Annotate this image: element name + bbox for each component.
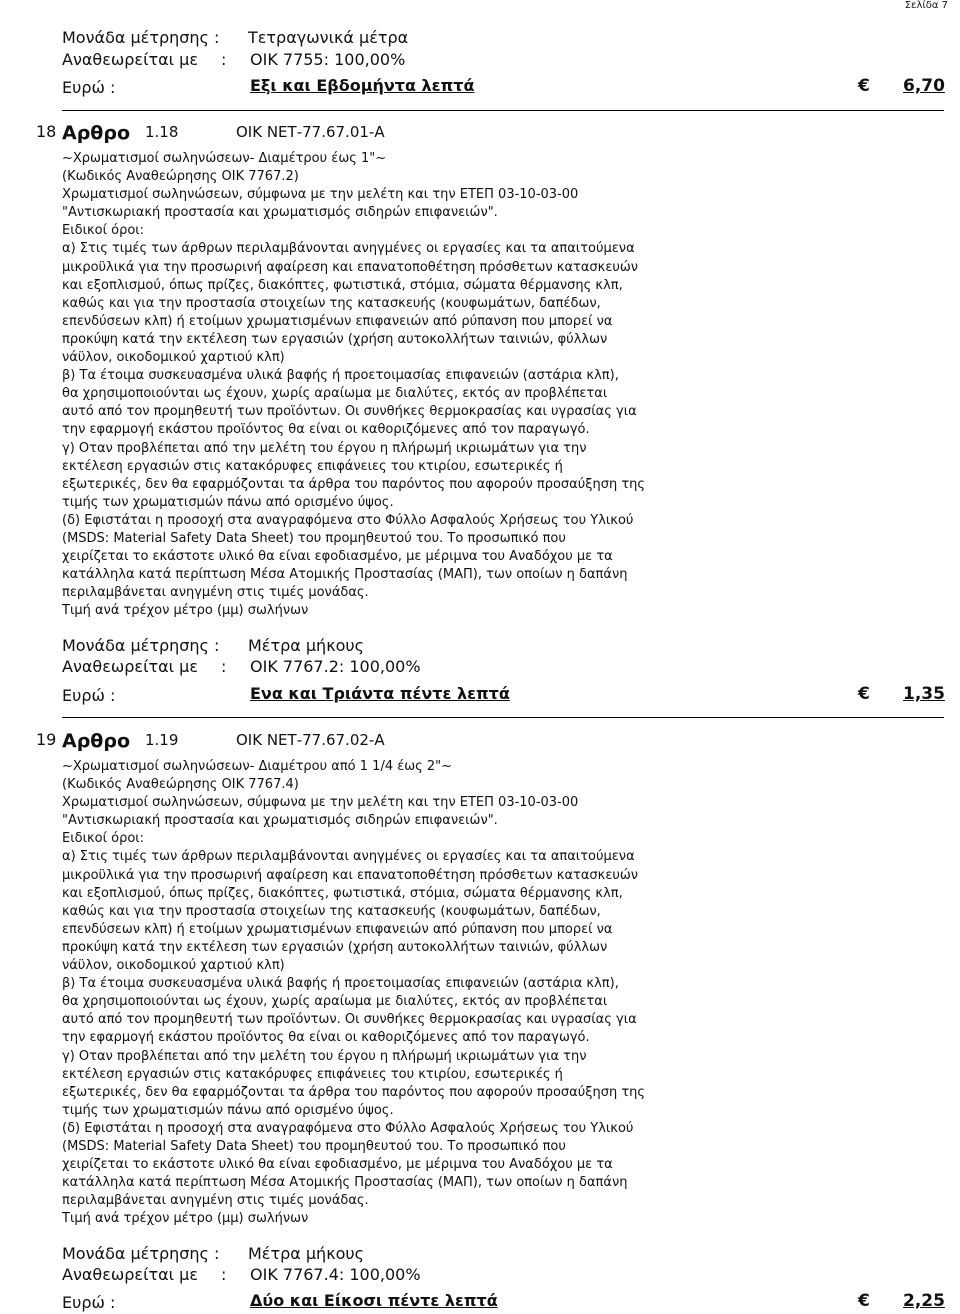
description-line: γ) Οταν προβλέπεται από την μελέτη του έργου η πλήρωμή ικριωμάτων για την — [62, 440, 587, 456]
article-sub-number: 1.18 — [145, 123, 179, 141]
article-number: 19 — [36, 730, 57, 749]
unit-value: Τετραγωνικά μέτρα — [248, 28, 409, 47]
description-line: αυτό από τον προμηθευτή των προϊόντων. Οι συνθήκες θερμοκρασίας και υγρασίας για — [62, 1012, 637, 1028]
unit-label: Μονάδα μέτρησης : — [62, 636, 220, 655]
description-line: μικροϋλικά για την προσωρινή αφαίρεση και επανατοποθέτηση πρόσθετων κατασκευών — [62, 259, 639, 275]
description-line: χειρίζεται το εκάστοτε υλικό θα είναι εφοδιασμένο, με μέριμνα του Αναδόχου με τα — [62, 1157, 613, 1173]
description-line: εκτέλεση εργασιών στις κατακόρυφες επιφάνειες του κτιρίου, εσωτερικές ή — [62, 458, 563, 474]
description-line: α) Στις τιμές των άρθρων περιλαμβάνονται ανηγμένες οι εργασίες και τα απαιτούμενα — [62, 241, 635, 257]
revised-colon: : — [221, 1265, 227, 1284]
euro-icon: € — [858, 1291, 870, 1311]
description-line: τιμής των χρωματισμών πάνω από ορισμένο ύψος. — [62, 1102, 394, 1118]
description-line: την εφαρμογή εκάστου προϊόντος θα είναι οι καθοριζόμενες από τον παραγωγό. — [62, 422, 590, 438]
revised-value: ΟΙΚ 7767.4: 100,00% — [250, 1265, 421, 1284]
article-code: ΟΙΚ ΝΕΤ-77.67.01-Α — [236, 123, 385, 141]
description-line: νάϋλον, οικοδομικού χαρτιού κλπ) — [62, 350, 285, 366]
article-number: 18 — [36, 122, 57, 141]
article-heading: Αρθρο — [62, 122, 131, 144]
description-line: Τιμή ανά τρέχον μέτρο (μμ) σωλήνων — [62, 603, 309, 619]
description-line: και εξοπλισμού, όπως πρίζες, διακόπτες, φωτιστικά, στόμια, σώματα θέρμανσης κλπ, — [62, 885, 623, 901]
unit-value: Μέτρα μήκους — [248, 636, 365, 655]
description-line: Τιμή ανά τρέχον μέτρο (μμ) σωλήνων — [62, 1211, 309, 1227]
price-in-words: Δύο και Είκοσι πέντε λεπτά — [250, 1291, 498, 1310]
description-line: (MSDS: Material Safety Data Sheet) του προμηθευτού του. Το προσωπικό που — [62, 530, 566, 546]
description-line: Χρωματισμοί σωληνώσεων, σύμφωνα με την μελέτη και την ΕΤΕΠ 03-10-03-00 — [62, 187, 579, 203]
description-line: μικροϋλικά για την προσωρινή αφαίρεση και επανατοποθέτηση πρόσθετων κατασκευών — [62, 867, 639, 883]
description-line: γ) Οταν προβλέπεται από την μελέτη του έργου η πλήρωμή ικριωμάτων για την — [62, 1048, 587, 1064]
revised-label: Αναθεωρείται με — [62, 657, 198, 676]
unit-label: Μονάδα μέτρησης : — [62, 28, 220, 47]
description-line: καθώς και για την προστασία στοιχείων της κατασκευής (κουφωμάτων, δαπέδων, — [62, 903, 601, 919]
description-line: προκύψη κατά την εκτέλεση των εργασιών (χρήση αυτοκολλήτων ταινιών, φύλλων — [62, 331, 608, 347]
description-line: καθώς και για την προστασία στοιχείων της κατασκευής (κουφωμάτων, δαπέδων, — [62, 295, 601, 311]
description-line: (Κωδικός Αναθεώρησης ΟΙΚ 7767.4) — [62, 777, 299, 793]
euro-icon: € — [858, 684, 870, 704]
description-line: (MSDS: Material Safety Data Sheet) του προμηθευτού του. Το προσωπικό που — [62, 1138, 566, 1154]
description-line: κατάλληλα κατά περίπτωση Μέσα Ατομικής Προστασίας (ΜΑΠ), των οποίων η δαπάνη — [62, 567, 628, 583]
price-label: Ευρώ : — [62, 78, 116, 97]
price-label: Ευρώ : — [62, 686, 116, 705]
description-line: α) Στις τιμές των άρθρων περιλαμβάνονται ανηγμένες οι εργασίες και τα απαιτούμενα — [62, 849, 635, 865]
revised-label: Αναθεωρείται με — [62, 1265, 198, 1284]
description-line: "Αντισκωριακή προστασία και χρωματισμός σιδηρών επιφανειών". — [62, 813, 498, 829]
revised-label: Αναθεωρείται με — [62, 50, 198, 69]
description-line: "Αντισκωριακή προστασία και χρωματισμός σιδηρών επιφανειών". — [62, 205, 498, 221]
revised-value: ΟΙΚ 7767.2: 100,00% — [250, 657, 421, 676]
description-line: επενδύσεων κλπ) ή ετοίμων χρωματισμένων επιφανειών από ρύπανση που μπορεί να — [62, 313, 613, 329]
description-line: ~Χρωματισμοί σωληνώσεων- Διαμέτρου έως 1"~ — [62, 151, 387, 166]
description-line: εκτέλεση εργασιών στις κατακόρυφες επιφάνειες του κτιρίου, εσωτερικές ή — [62, 1066, 563, 1082]
revised-colon: : — [221, 50, 227, 69]
description-line: (Κωδικός Αναθεώρησης ΟΙΚ 7767.2) — [62, 169, 299, 185]
price-label: Ευρώ : — [62, 1293, 116, 1312]
description-line: τιμής των χρωματισμών πάνω από ορισμένο ύψος. — [62, 494, 394, 510]
article-description — [62, 150, 942, 620]
description-line: θα χρησιμοποιούνται ως έχουν, χωρίς αραίωμα με διαλύτες, εκτός αν προβλέπεται — [62, 994, 608, 1010]
description-line: κατάλληλα κατά περίπτωση Μέσα Ατομικής Προστασίας (ΜΑΠ), των οποίων η δαπάνη — [62, 1175, 628, 1191]
description-line: β) Τα έτοιμα συσκευασμένα υλικά βαφής ή προετοιμασίας επιφανειών (αστάρια κλπ), — [62, 976, 619, 992]
revised-colon: : — [221, 657, 227, 676]
separator-line — [62, 110, 944, 111]
description-line: β) Τα έτοιμα συσκευασμένα υλικά βαφής ή προετοιμασίας επιφανειών (αστάρια κλπ), — [62, 368, 619, 384]
article-code: ΟΙΚ ΝΕΤ-77.67.02-Α — [236, 731, 385, 749]
description-line: προκύψη κατά την εκτέλεση των εργασιών (χρήση αυτοκολλήτων ταινιών, φύλλων — [62, 939, 608, 955]
article-description — [62, 758, 942, 1228]
revised-value: ΟΙΚ 7755: 100,00% — [250, 50, 406, 69]
unit-label: Μονάδα μέτρησης : — [62, 1244, 220, 1263]
price-amount: 2,25 — [903, 1291, 945, 1311]
price-amount: 1,35 — [903, 684, 945, 704]
description-line: θα χρησιμοποιούνται ως έχουν, χωρίς αραίωμα με διαλύτες, εκτός αν προβλέπεται — [62, 386, 608, 402]
description-line: χειρίζεται το εκάστοτε υλικό θα είναι εφοδιασμένο, με μέριμνα του Αναδόχου με τα — [62, 549, 613, 565]
description-line: Ειδικοί όροι: — [62, 831, 145, 847]
description-line: εξωτερικές, δεν θα εφαρμόζονται τα άρθρα του παρόντος που αφορούν προσαύξηση της — [62, 476, 646, 492]
description-line: επενδύσεων κλπ) ή ετοίμων χρωματισμένων επιφανειών από ρύπανση που μπορεί να — [62, 921, 613, 937]
price-in-words: Ενα και Τριάντα πέντε λεπτά — [250, 684, 510, 703]
unit-value: Μέτρα μήκους — [248, 1244, 365, 1263]
article-heading: Αρθρο — [62, 730, 131, 752]
description-line: (δ) Εφιστάται η προσοχή στα αναγραφόμενα στο Φύλλο Ασφαλούς Χρήσεως του Υλικού — [62, 1120, 634, 1136]
description-line: Ειδικοί όροι: — [62, 223, 145, 239]
description-line: περιλαμβάνεται ανηγμένη στις τιμές μονάδας. — [62, 585, 369, 601]
description-line: και εξοπλισμού, όπως πρίζες, διακόπτες, φωτιστικά, στόμια, σώματα θέρμανσης κλπ, — [62, 277, 623, 293]
description-line: αυτό από τον προμηθευτή των προϊόντων. Οι συνθήκες θερμοκρασίας και υγρασίας για — [62, 404, 637, 420]
price-amount: 6,70 — [903, 76, 945, 96]
separator-line — [62, 717, 944, 718]
description-line: την εφαρμογή εκάστου προϊόντος θα είναι οι καθοριζόμενες από τον παραγωγό. — [62, 1030, 590, 1046]
description-line: νάϋλον, οικοδομικού χαρτιού κλπ) — [62, 958, 285, 974]
description-line: εξωτερικές, δεν θα εφαρμόζονται τα άρθρα του παρόντος που αφορούν προσαύξηση της — [62, 1084, 646, 1100]
article-sub-number: 1.19 — [145, 731, 179, 749]
description-line: περιλαμβάνεται ανηγμένη στις τιμές μονάδας. — [62, 1193, 369, 1209]
description-line: Χρωματισμοί σωληνώσεων, σύμφωνα με την μελέτη και την ΕΤΕΠ 03-10-03-00 — [62, 795, 579, 811]
description-line: (δ) Εφιστάται η προσοχή στα αναγραφόμενα στο Φύλλο Ασφαλούς Χρήσεως του Υλικού — [62, 512, 634, 528]
description-line: ~Χρωματισμοί σωληνώσεων- Διαμέτρου από 1 1/4 έως 2"~ — [62, 759, 453, 774]
euro-icon: € — [858, 76, 870, 96]
price-in-words: Εξι και Εβδομήντα λεπτά — [250, 76, 475, 95]
page-number: Σελίδα 7 — [904, 0, 948, 11]
